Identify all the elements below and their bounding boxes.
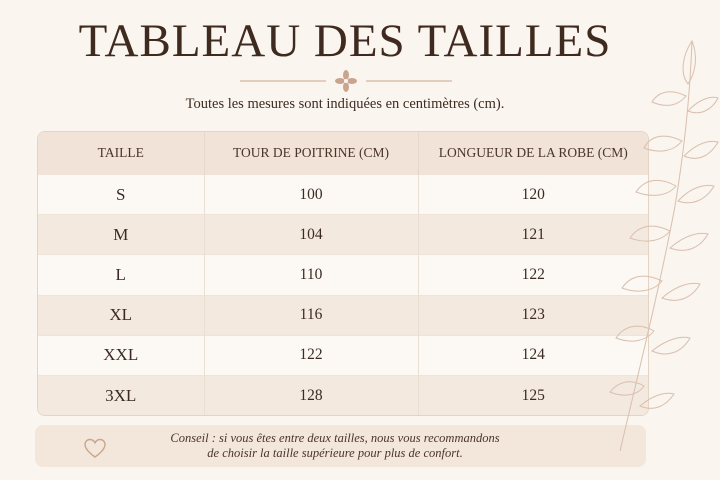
table-row — [38, 295, 648, 335]
column-header-length: LONGUEUR DE LA ROBE (CM) — [418, 132, 648, 175]
table-header-row — [38, 132, 648, 175]
decorative-branch — [600, 36, 720, 456]
column-header-size: TAILLE — [38, 132, 204, 175]
size-table — [37, 131, 649, 416]
size-cell: M — [38, 215, 204, 255]
table-row — [38, 215, 648, 255]
chest-cell: 110 — [204, 255, 418, 295]
length-cell: 124 — [418, 335, 648, 375]
length-cell: 121 — [418, 215, 648, 255]
page-title: TABLEAU DES TAILLES — [78, 15, 612, 67]
chest-cell: 128 — [204, 376, 418, 415]
size-cell: 3XL — [38, 376, 204, 415]
length-cell: 125 — [418, 376, 648, 415]
chest-cell: 116 — [204, 295, 418, 335]
size-cell: XL — [38, 295, 204, 335]
heart-icon — [83, 437, 107, 459]
ornament-divider — [240, 70, 452, 92]
table-row — [38, 175, 648, 215]
size-cell: L — [38, 255, 204, 295]
chest-cell: 122 — [204, 335, 418, 375]
column-header-chest: TOUR DE POITRINE (CM) — [204, 132, 418, 175]
size-cell: XXL — [38, 335, 204, 375]
page-subtitle: Toutes les mesures sont indiquées en centimètres (cm). — [185, 96, 505, 112]
size-cell: S — [38, 175, 204, 215]
table-row — [38, 376, 648, 415]
chest-cell: 100 — [204, 175, 418, 215]
table-row — [38, 255, 648, 295]
chest-cell: 104 — [204, 215, 418, 255]
advice-line-1: Conseil : si vous êtes entre deux tailles, nous vous recommandons — [170, 431, 500, 445]
length-cell: 122 — [418, 255, 648, 295]
length-cell: 123 — [418, 295, 648, 335]
advice-line-2: de choisir la taille supérieure pour plus de confort. — [207, 446, 463, 460]
advice-text — [135, 431, 535, 461]
table-row — [38, 335, 648, 375]
advice-box — [35, 425, 646, 467]
length-cell: 120 — [418, 175, 648, 215]
